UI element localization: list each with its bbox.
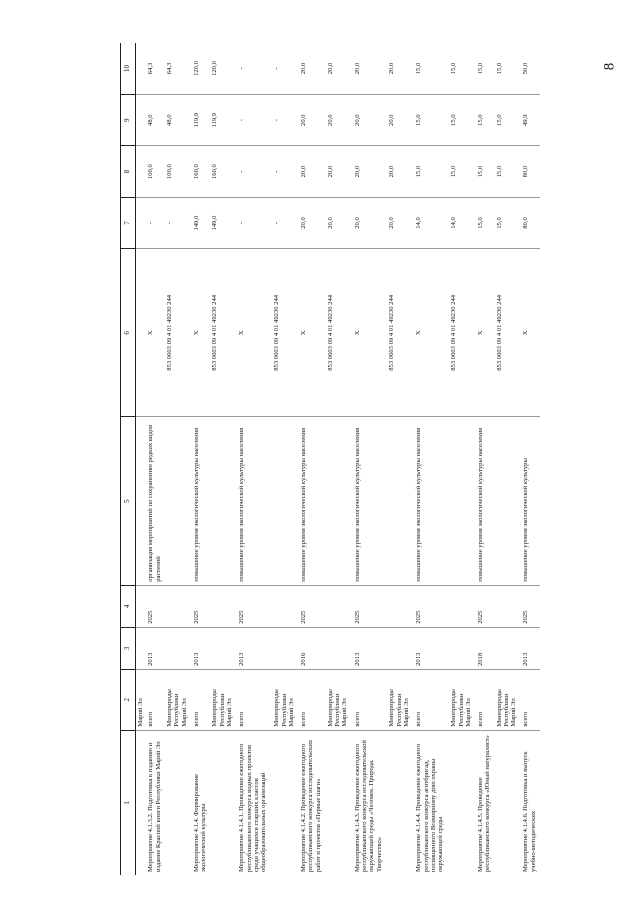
cell-v7: -: [237, 197, 272, 248]
cell-v8: 20,0: [387, 146, 414, 197]
cell-result: [387, 417, 414, 585]
cell-v7: -: [146, 197, 165, 248]
table-body: [136, 43, 541, 875]
cell-v8: 15,0: [476, 146, 495, 197]
cell-v7: 14,0: [449, 197, 476, 248]
cell-name: [136, 730, 147, 875]
table-row: [210, 43, 237, 875]
cell-v7: -: [165, 197, 192, 248]
cell-v8: 160,0: [192, 146, 211, 197]
cell-code: 853 0603 09 4 01 49230 244: [449, 249, 476, 417]
cell-v8: 20,0: [299, 146, 326, 197]
cell-v8: 15,0: [414, 146, 449, 197]
table-row: [272, 43, 299, 875]
cell-name: [272, 730, 299, 875]
cell-name: Мероприятие 4.1.4.6. Подготовка и выпуск учебно-методических: [522, 751, 537, 872]
cell-v8: 80,0: [521, 146, 540, 197]
cell-exec: всего: [299, 669, 326, 730]
cell-code: X: [521, 249, 540, 417]
cell-exec: всего: [414, 669, 449, 730]
column-header-1: 1: [121, 730, 136, 875]
cell-v7: 14,0: [414, 197, 449, 248]
cell-from: [272, 627, 299, 669]
cell-to: 2025: [476, 585, 495, 627]
cell-result: повышение уровня экологической культуры населения: [353, 417, 388, 585]
cell-v9: 48,0: [146, 94, 165, 145]
cell-exec: всего: [237, 669, 272, 730]
table-row: [326, 43, 353, 875]
column-header-5: 5: [121, 417, 136, 585]
cell-code: X: [353, 249, 388, 417]
cell-code: X: [299, 249, 326, 417]
cell-v9: -: [272, 94, 299, 145]
cell-v10: 15,0: [414, 43, 449, 94]
cell-v7: 15,0: [495, 197, 522, 248]
cell-result: [165, 417, 192, 585]
cell-code: 853 0603 09 4 01 49230 244: [272, 249, 299, 417]
cell-v10: 64,3: [146, 43, 165, 94]
cell-v10: 20,0: [387, 43, 414, 94]
cell-v7: 20,0: [299, 197, 326, 248]
table-row: [136, 43, 147, 875]
cell-code: X: [414, 249, 449, 417]
cell-to: 2025: [299, 585, 326, 627]
cell-result: организация мероприятий по сохранению редких видов растений: [146, 417, 165, 585]
column-header-4: 4: [121, 585, 136, 627]
cell-v8: 100,0: [146, 146, 165, 197]
cell-from: 2018: [476, 627, 495, 669]
cell-v9: 48,0: [165, 94, 192, 145]
header-row: [121, 43, 136, 875]
table-row: [495, 43, 522, 875]
cell-code: 853 0603 09 4 01 49230 244: [495, 249, 522, 417]
cell-v9: -: [237, 94, 272, 145]
column-header-8: 8: [121, 146, 136, 197]
cell-to: [495, 585, 522, 627]
cell-code: 853 0603 09 4 01 49230 244: [165, 249, 192, 417]
cell-from: 2013: [237, 627, 272, 669]
cell-code: [136, 249, 147, 417]
column-header-7: 7: [121, 197, 136, 248]
cell-v7: 15,0: [476, 197, 495, 248]
cell-to: 2025: [521, 585, 540, 627]
cell-v10: 15,0: [449, 43, 476, 94]
cell-code: X: [146, 249, 165, 417]
cell-exec: Минприроды Республики Марий Эл: [449, 669, 476, 730]
cell-to: [210, 585, 237, 627]
cell-result: [326, 417, 353, 585]
cell-name: [387, 730, 414, 875]
cell-code: X: [192, 249, 211, 417]
cell-v8: -: [272, 146, 299, 197]
table-row: [521, 43, 540, 875]
cell-exec: Марий Эл: [136, 669, 147, 730]
cell-result: повышение уровня экологической культуры населения: [476, 417, 495, 585]
cell-v10: 120,0: [210, 43, 237, 94]
cell-from: [165, 627, 192, 669]
cell-v10: -: [237, 43, 272, 94]
cell-exec: всего: [353, 669, 388, 730]
cell-exec: Минприроды Республики Марий Эл: [387, 669, 414, 730]
column-header-2: 2: [121, 669, 136, 730]
cell-from: [387, 627, 414, 669]
cell-to: 2025: [414, 585, 449, 627]
cell-exec: Минприроды Республики Марий Эл: [165, 669, 192, 730]
cell-name: Мероприятие 4.1.4.2. Проведение ежегодного республиканского конкурса исследовательских работ и проектов «Первые шаги»: [299, 739, 322, 872]
cell-name: [210, 730, 237, 875]
cell-exec: всего: [521, 669, 540, 730]
cell-result: [136, 417, 147, 585]
cell-from: 2013: [521, 627, 540, 669]
cell-v10: [136, 43, 147, 94]
cell-code: 853 0603 09 4 01 49230 244: [210, 249, 237, 417]
cell-result: повышение уровня экологической культуры населения: [414, 417, 449, 585]
cell-code: 853 0603 09 4 01 49230 244: [326, 249, 353, 417]
cell-result: [210, 417, 237, 585]
table-row: [165, 43, 192, 875]
cell-result: повышение уровня экологической культуры населения: [237, 417, 272, 585]
cell-v8: [136, 146, 147, 197]
cell-v10: -: [272, 43, 299, 94]
cell-v9: 20,0: [326, 94, 353, 145]
table-row: [414, 43, 449, 875]
cell-v10: 15,0: [495, 43, 522, 94]
cell-v7: 149,0: [192, 197, 211, 248]
cell-v7: 20,0: [387, 197, 414, 248]
cell-from: 2013: [146, 627, 165, 669]
table-row: [449, 43, 476, 875]
cell-v10: 20,0: [299, 43, 326, 94]
cell-from: 2013: [353, 627, 388, 669]
cell-name: Мероприятие 4.1.4.5. Проведение республиканского конкурса «Юный натуралист»: [477, 735, 492, 872]
cell-to: 2025: [146, 585, 165, 627]
cell-v7: -: [272, 197, 299, 248]
cell-v8: 160,0: [210, 146, 237, 197]
cell-v7: [136, 197, 147, 248]
table-row: [237, 43, 272, 875]
cell-v8: -: [237, 146, 272, 197]
cell-name: Мероприятие 4.1.4.4. Проведение ежегодного республиканского конкурса агитбригад, посвященного Всемирному дню охраны окружающей среды: [415, 743, 445, 872]
cell-v9: 15,0: [414, 94, 449, 145]
cell-v9: 49,9: [521, 94, 540, 145]
cell-name: Мероприятие 4.1.4.3. Проведение ежегодного республиканского конкурса исследовательской окружающей среды «Человек. Природа. Творчество»: [353, 740, 383, 872]
page-number: 8: [601, 62, 618, 71]
cell-v10: 20,0: [353, 43, 388, 94]
cell-from: [495, 627, 522, 669]
cell-result: [495, 417, 522, 585]
cell-exec: всего: [476, 669, 495, 730]
cell-v8: 20,0: [353, 146, 388, 197]
cell-v10: 50,0: [521, 43, 540, 94]
cell-v8: 20,0: [326, 146, 353, 197]
cell-v10: 15,0: [476, 43, 495, 94]
cell-exec: всего: [146, 669, 165, 730]
cell-from: [210, 627, 237, 669]
program-table: [120, 43, 540, 875]
cell-from: 2016: [299, 627, 326, 669]
cell-to: [136, 585, 147, 627]
cell-v9: 20,0: [299, 94, 326, 145]
cell-exec: Минприроды Республики Марий Эл: [210, 669, 237, 730]
cell-result: повышение уровня экологической культуры: [521, 417, 540, 585]
cell-exec: Минприроды Республики Марий Эл: [495, 669, 522, 730]
cell-v10: 20,0: [326, 43, 353, 94]
cell-v9: 119,9: [192, 94, 211, 145]
cell-name: Мероприятие 4.1.4. Формирование экологической культуры: [192, 773, 208, 872]
cell-to: [387, 585, 414, 627]
cell-name: Мероприятие 4.1.4.1. Проведение ежегодного республиканского конкурса водных проектов среди учащихся старших классов общеобразовательных организаций: [238, 743, 268, 872]
table-row: [353, 43, 388, 875]
cell-name: [449, 730, 476, 875]
cell-from: 2013: [192, 627, 211, 669]
cell-from: 2013: [414, 627, 449, 669]
cell-v8: 15,0: [449, 146, 476, 197]
cell-v9: 20,0: [387, 94, 414, 145]
cell-v9: 15,0: [476, 94, 495, 145]
cell-from: [449, 627, 476, 669]
cell-v7: 149,0: [210, 197, 237, 248]
table-row: [192, 43, 211, 875]
cell-to: 2025: [353, 585, 388, 627]
cell-name: [165, 730, 192, 875]
cell-v7: 20,0: [326, 197, 353, 248]
cell-result: [449, 417, 476, 585]
column-header-9: 9: [121, 94, 136, 145]
cell-code: 853 0603 09 4 01 49230 244: [387, 249, 414, 417]
cell-result: повышение уровня экологической культуры населения: [192, 417, 211, 585]
cell-v9: 15,0: [449, 94, 476, 145]
cell-v10: 120,0: [192, 43, 211, 94]
column-header-6: 6: [121, 249, 136, 417]
cell-v10: 64,3: [165, 43, 192, 94]
cell-exec: Минприроды Республики Марий Эл: [326, 669, 353, 730]
cell-v9: 20,0: [353, 94, 388, 145]
column-header-3: 3: [121, 627, 136, 669]
cell-to: 2025: [237, 585, 272, 627]
cell-exec: всего: [192, 669, 211, 730]
cell-v9: 119,9: [210, 94, 237, 145]
cell-v9: [136, 94, 147, 145]
cell-v8: 15,0: [495, 146, 522, 197]
cell-to: [272, 585, 299, 627]
table-row: [299, 43, 326, 875]
cell-from: [326, 627, 353, 669]
cell-code: X: [237, 249, 272, 417]
cell-name: [495, 730, 522, 875]
cell-code: X: [476, 249, 495, 417]
cell-exec: Минприроды Республики Марий Эл: [272, 669, 299, 730]
cell-to: 2025: [192, 585, 211, 627]
table-row: [146, 43, 165, 875]
cell-to: [165, 585, 192, 627]
cell-to: [449, 585, 476, 627]
cell-v7: 20,0: [353, 197, 388, 248]
table-row: [476, 43, 495, 875]
cell-v7: 80,0: [521, 197, 540, 248]
rotated-table-sheet: [120, 43, 540, 875]
cell-name: [326, 730, 353, 875]
table-row: [387, 43, 414, 875]
cell-v8: 100,0: [165, 146, 192, 197]
cell-name: Мероприятие 4.1.3.2. Подготовка к изданию и издание Красной книги Республики Марий Эл: [147, 741, 162, 872]
cell-result: [272, 417, 299, 585]
cell-to: [326, 585, 353, 627]
cell-from: [136, 627, 147, 669]
cell-v9: 15,0: [495, 94, 522, 145]
cell-result: повышение уровня экологической культуры населения: [299, 417, 326, 585]
column-header-10: 10: [121, 43, 136, 94]
